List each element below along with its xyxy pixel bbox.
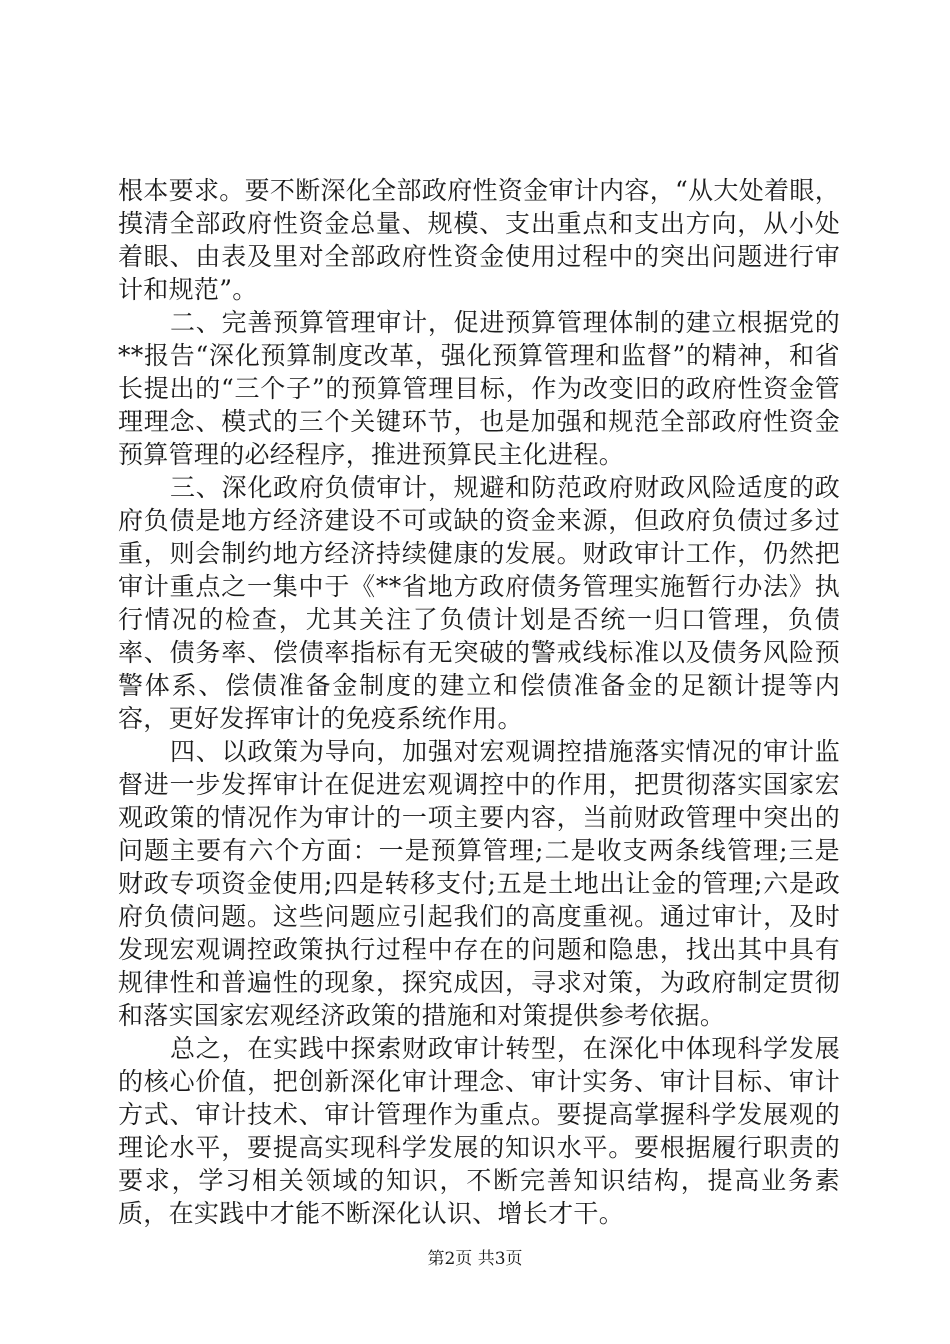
- paragraph-5: 总之，在实践中探索财政审计转型，在深化中体现科学发展的核心价值，把创新深化审计理念、审计实务、审计目标、审计方式、审计技术、审计管理作为重点。要提高掌握科学发展观的理论水平，要提高实现科学发展的知识水平。要根据履行职责的要求，学习相关领域的知识，不断完善知识结构，提高业务素质，在实践中才能不断深化认识、增长才干。: [118, 1034, 840, 1228]
- paragraph-3: 三、深化政府负债审计，规避和防范政府财政风险适度的政府负债是地方经济建设不可或缺的资金来源，但政府负债过多过重，则会制约地方经济持续健康的发展。财政审计工作，仍然把审计重点之一集中于《**省地方政府债务管理实施暂行办法》执行情况的检查，尤其关注了负债计划是否统一归口管理，负债率、债务率、偿债率指标有无突破的警戒线标准以及债务风险预警体系、偿债准备金制度的建立和偿债准备金的足额计提等内容，更好发挥审计的免疫系统作用。: [118, 473, 840, 733]
- paragraph-4: 四、以政策为导向，加强对宏观调控措施落实情况的审计监督进一步发挥审计在促进宏观调控中的作用，把贯彻落实国家宏观政策的情况作为审计的一项主要内容，当前财政管理中突出的问题主要有六个方面：一是预算管理;二是收支两条线管理;三是财政专项资金使用;四是转移支付;五是土地出让金的管理;六是政府负债问题。这些问题应引起我们的高度重视。通过审计，及时发现宏观调控政策执行过程中存在的问题和隐患，找出其中具有规律性和普遍性的现象，探究成因，寻求对策，为政府制定贯彻和落实国家宏观经济政策的措施和对策提供参考依据。: [118, 737, 840, 1030]
- page-number-footer: 第2页 共3页: [427, 1249, 523, 1269]
- document-body: [118, 174, 840, 1230]
- paragraph-2: 二、完善预算管理审计，促进预算管理体制的建立根据党的**报告“深化预算制度改革，强化预算管理和监督”的精神，和省长提出的“三个子”的预算管理目标，作为改变旧的政府性资金管理理念、模式的三个关键环节，也是加强和规范全部政府性资金预算管理的必经程序，推进预算民主化进程。: [118, 308, 840, 469]
- paragraph-1: 根本要求。要不断深化全部政府性资金审计内容，“从大处着眼，摸清全部政府性资金总量、规模、支出重点和支出方向，从小处着眼、由表及里对全部政府性资金使用过程中的突出问题进行审计和规范”。: [118, 176, 840, 304]
